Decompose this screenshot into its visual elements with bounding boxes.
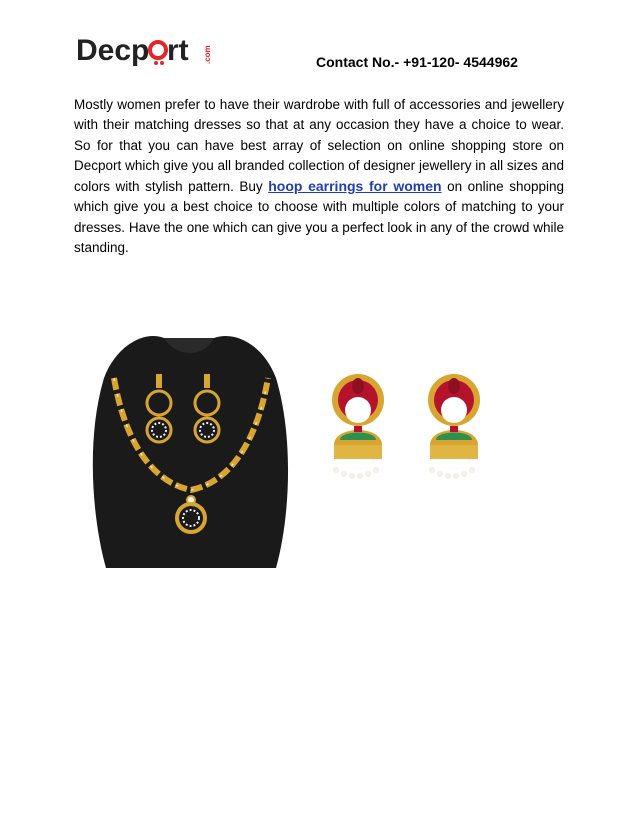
earring-right xyxy=(428,374,480,479)
paragraph-text-end: on online shopping which give you a best choice to choose with multiple colors of matching to your dresses. Have the one which can give you a perfect look in any of the crowd while standing. xyxy=(74,179,565,256)
svg-text:rt: rt xyxy=(167,34,189,67)
decport-logo[interactable] xyxy=(76,30,216,70)
article-paragraph xyxy=(74,95,564,258)
earring-left xyxy=(332,374,384,479)
necklace-set-image xyxy=(86,318,296,573)
contact-number: Contact No.- +91-120- 4544962 xyxy=(316,54,518,70)
hoop-earrings-link[interactable]: hoop earrings for women xyxy=(268,178,442,195)
decport-logo-graphic xyxy=(76,30,216,70)
svg-text:Decp: Decp xyxy=(76,34,150,67)
paragraph-text-start: Mostly women prefer to have their wardrobe with full of accessories and jewellery with their matching dresses so that at any occasion they have a choice to wear. So for that you can have best array of selection on online shopping store on Decport which give you all branded collection of designer jewellery in all sizes and colors with stylish pattern. Buy xyxy=(74,97,564,195)
cart-o-icon xyxy=(150,42,166,65)
svg-text:.com: .com xyxy=(203,45,212,64)
jhumka-earrings-image xyxy=(316,370,496,510)
